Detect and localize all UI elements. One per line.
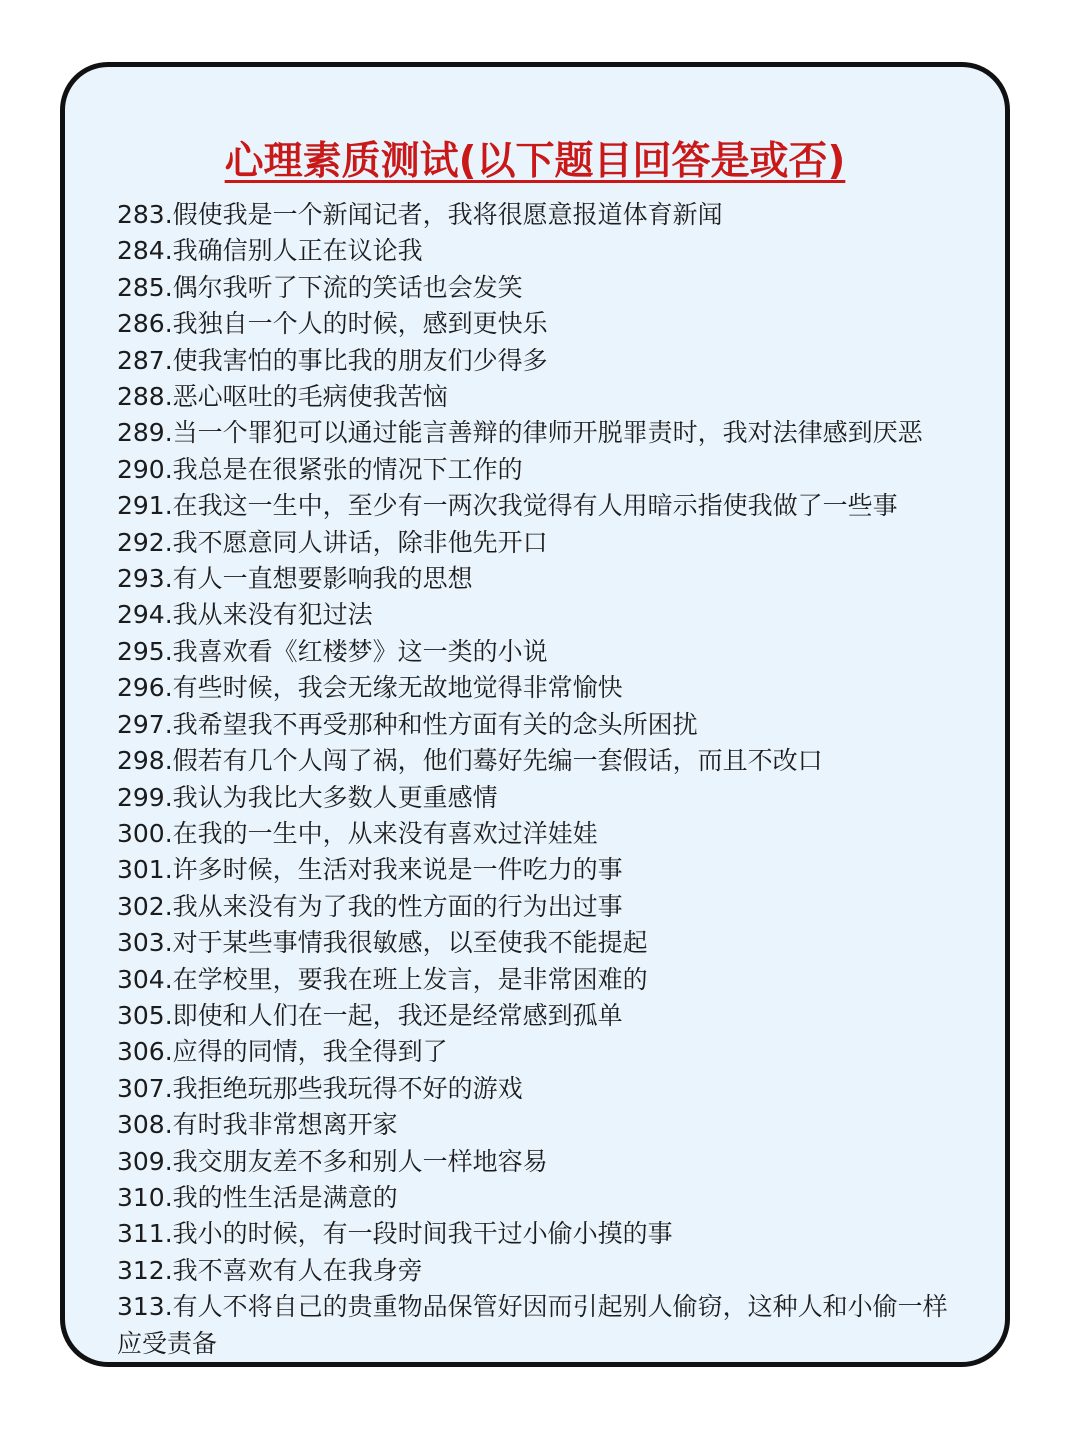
question-item: 302.我从来没有为了我的性方面的行为出过事 <box>117 891 623 921</box>
question-card <box>60 62 1010 1367</box>
question-item: 288.恶心呕吐的毛病使我苦恼 <box>117 382 448 412</box>
question-item: 310.我的性生活是满意的 <box>117 1182 398 1212</box>
question-item: 291.在我这一生中，至少有一两次我觉得有人用暗示指使我做了一些事 <box>117 491 898 521</box>
question-item: 298.假若有几个人闯了祸，他们蓦好先编一套假话，而且不改口 <box>117 746 823 776</box>
question-item: 303.对于某些事情我很敏感，以至使我不能提起 <box>117 928 648 958</box>
question-item: 285.偶尔我听了下流的笑话也会发笑 <box>117 272 523 302</box>
question-item: 309.我交朋友差不多和别人一样地容易 <box>117 1146 548 1176</box>
question-item: 300.在我的一生中，从来没有喜欢过洋娃娃 <box>117 818 598 848</box>
question-item: 312.我不喜欢有人在我身旁 <box>117 1255 423 1285</box>
question-item: 295.我喜欢看《红楼梦》这一类的小说 <box>117 636 548 666</box>
question-item: 307.我拒绝玩那些我玩得不好的游戏 <box>117 1073 523 1103</box>
question-list <box>117 197 971 1362</box>
question-item: 294.我从来没有犯过法 <box>117 600 373 630</box>
question-item: 297.我希望我不再受那种和性方面有关的念头所困扰 <box>117 709 698 739</box>
question-item: 305.即使和人们在一起，我还是经常感到孤单 <box>117 1000 623 1030</box>
question-item: 304.在学校里，要我在班上发言，是非常困难的 <box>117 964 648 994</box>
question-item: 299.我认为我比大多数人更重感情 <box>117 782 498 812</box>
question-item: 306.应得的同情，我全得到了 <box>117 1037 448 1067</box>
question-item: 290.我总是在很紧张的情况下工作的 <box>117 454 523 484</box>
question-item: 301.许多时候，生活对我来说是一件吃力的事 <box>117 855 623 885</box>
question-item: 283.假使我是一个新闻记者，我将很愿意报道体育新闻 <box>117 200 723 229</box>
question-item: 293.有人一直想要影响我的思想 <box>117 564 473 594</box>
question-item: 289.当一个罪犯可以通过能言善辩的律师开脱罪责时，我对法律感到厌恶 <box>117 418 923 448</box>
page-title: 心理素质测试(以下题目回答是或否) <box>224 139 846 184</box>
question-item: 313.有人不将自己的贵重物品保管好因而引起别人偷窃，这种人和小偷一样应受责备 <box>117 1292 948 1358</box>
question-item: 286.我独自一个人的时候，感到更快乐 <box>117 309 548 339</box>
question-item: 292.我不愿意同人讲话，除非他先开口 <box>117 527 548 557</box>
question-item: 287.使我害怕的事比我的朋友们少得多 <box>117 345 548 375</box>
question-item: 308.有时我非常想离开家 <box>117 1110 398 1140</box>
question-item: 284.我确信别人正在议论我 <box>117 236 423 266</box>
question-item: 311.我小的时候，有一段时间我干过小偷小摸的事 <box>117 1219 673 1249</box>
question-item: 296.有些时候，我会无缘无故地觉得非常愉快 <box>117 673 623 703</box>
